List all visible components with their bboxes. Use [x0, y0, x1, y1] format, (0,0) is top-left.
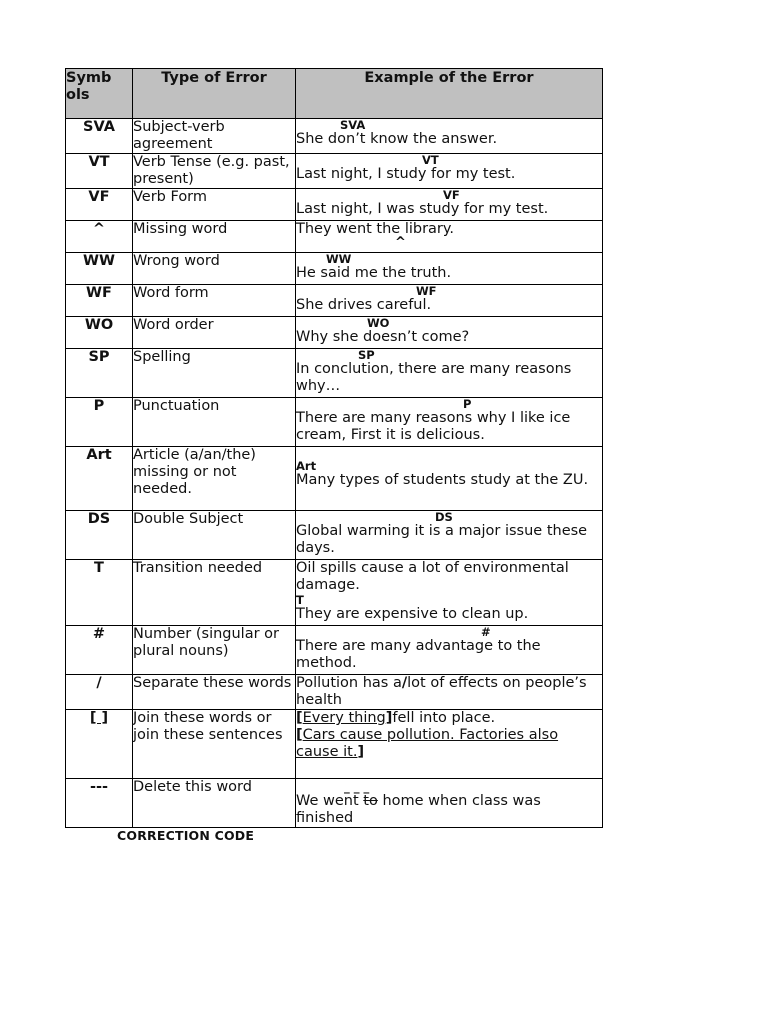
example-text: We went	[296, 793, 364, 809]
table-row	[66, 317, 603, 349]
example-cell	[296, 349, 603, 398]
symbol-cell: SP	[66, 349, 133, 398]
header-type: Type of Error	[133, 69, 296, 119]
example-cell	[296, 189, 603, 221]
symbol-cell: WF	[66, 285, 133, 317]
example-cell	[296, 626, 603, 675]
symbol-cell: /	[66, 675, 133, 710]
error-mark: VF	[443, 188, 460, 202]
type-cell: Word form	[133, 285, 296, 317]
example-cell	[296, 710, 603, 779]
symbol-cell: P	[66, 398, 133, 447]
example-cell	[296, 779, 603, 828]
table-caption: CORRECTION CODE	[117, 828, 255, 843]
example-text: They are expensive to clean up.	[296, 606, 529, 622]
bracket-symbol: [ ]	[89, 710, 109, 726]
type-cell: Word order	[133, 317, 296, 349]
header-symbols: Symb ols	[66, 69, 133, 119]
type-cell: Missing word	[133, 221, 296, 253]
type-cell: Spelling	[133, 349, 296, 398]
symbol-cell	[66, 710, 133, 779]
symbol-cell: WW	[66, 253, 133, 285]
table-row	[66, 398, 603, 447]
symbol-cell: WO	[66, 317, 133, 349]
type-cell: Number (singular or plural nouns)	[133, 626, 296, 675]
slash-mark: /	[401, 675, 408, 691]
type-cell	[133, 710, 296, 779]
example-cell	[296, 253, 603, 285]
error-mark: T	[296, 593, 304, 607]
table-row	[66, 675, 603, 710]
table-row	[66, 710, 603, 779]
symbol-cell: VF	[66, 189, 133, 221]
example-cell	[296, 560, 603, 626]
symbol-cell: ^	[66, 221, 133, 253]
example-cell	[296, 154, 603, 189]
table-row	[66, 349, 603, 398]
error-mark: DS	[435, 510, 453, 524]
error-mark: P	[463, 397, 472, 411]
example-cell	[296, 447, 603, 511]
join-words-example: [Every thing]fell into place.	[296, 710, 496, 726]
example-cell	[296, 675, 603, 710]
example-text: Pollution has a	[296, 675, 402, 691]
table-row	[66, 285, 603, 317]
error-mark: WF	[416, 284, 437, 298]
header-example: Example of the Error	[296, 69, 603, 119]
error-mark: #	[481, 625, 491, 639]
deleted-word: to	[363, 793, 378, 809]
example-text: He said me the truth.	[296, 265, 452, 281]
example-text: She don’t know the answer.	[296, 131, 498, 147]
type-cell: Wrong word	[133, 253, 296, 285]
header-row	[66, 69, 603, 119]
example-text: There are many reasons why I like ice cream, First it is delicious.	[296, 410, 571, 443]
table-row	[66, 119, 603, 154]
table-row	[66, 447, 603, 511]
table-row	[66, 779, 603, 828]
error-mark: Art	[296, 459, 317, 473]
example-text: Many types of students study at the ZU.	[296, 472, 589, 488]
symbol-cell: SVA	[66, 119, 133, 154]
correction-code-table	[65, 68, 603, 828]
example-cell	[296, 119, 603, 154]
example-cell	[296, 221, 603, 253]
type-cell: Transition needed	[133, 560, 296, 626]
type-cell: Delete this word	[133, 779, 296, 828]
join-sentences-example: [Cars cause pollution. Factories also cause it.]	[296, 727, 559, 760]
table-row	[66, 221, 603, 253]
symbol-cell: ---	[66, 779, 133, 828]
error-mark: SP	[358, 348, 375, 362]
symbol-cell: T	[66, 560, 133, 626]
table-row	[66, 560, 603, 626]
example-text: In conclution, there are many reasons why…	[296, 361, 572, 394]
example-text: Last night, I study for my test.	[296, 166, 516, 182]
symbol-cell: DS	[66, 511, 133, 560]
example-cell	[296, 285, 603, 317]
table-row	[66, 189, 603, 221]
type-text: join these sentences	[133, 727, 283, 743]
caret-mark: ^	[395, 235, 406, 250]
table-row	[66, 154, 603, 189]
error-mark: WO	[367, 316, 390, 330]
example-text: home when class was finished	[296, 793, 541, 826]
example-text: They went the library.	[296, 221, 455, 237]
example-text: Oil spills cause a lot of environmental damage.	[296, 560, 569, 593]
type-cell: Verb Tense (e.g. past, present)	[133, 154, 296, 189]
example-text: She drives careful.	[296, 297, 432, 313]
type-text: Join these words or	[133, 710, 272, 726]
example-text: There are many advantage to the method.	[296, 638, 541, 671]
example-text: Global warming it is a major issue these days.	[296, 523, 588, 556]
symbol-cell: #	[66, 626, 133, 675]
example-cell	[296, 398, 603, 447]
type-cell: Subject-verb agreement	[133, 119, 296, 154]
symbol-cell: Art	[66, 447, 133, 511]
delete-mark: _ _ _	[344, 780, 370, 794]
type-cell: Verb Form	[133, 189, 296, 221]
example-cell	[296, 317, 603, 349]
example-cell	[296, 511, 603, 560]
table-row	[66, 253, 603, 285]
example-text: Last night, I was study for my test.	[296, 201, 549, 217]
table-row	[66, 511, 603, 560]
type-cell: Separate these words	[133, 675, 296, 710]
error-mark: WW	[326, 252, 352, 266]
error-mark: VT	[422, 153, 439, 167]
example-text: lot of effects on people’s health	[296, 675, 587, 708]
table-row	[66, 626, 603, 675]
symbol-cell: VT	[66, 154, 133, 189]
example-text: Why she doesn’t come?	[296, 329, 470, 345]
type-cell: Punctuation	[133, 398, 296, 447]
type-cell: Double Subject	[133, 511, 296, 560]
error-mark: SVA	[340, 118, 366, 132]
type-cell: Article (a/an/the) missing or not needed.	[133, 447, 296, 511]
